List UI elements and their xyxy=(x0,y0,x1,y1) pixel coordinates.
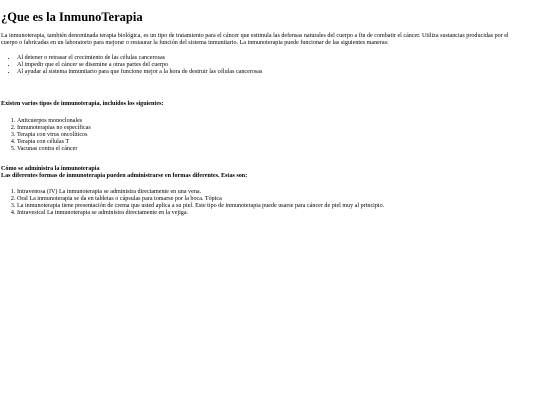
list-item: • Al ayudar al sistema inmunitario para que funcione mejor a la hora de destruir las células cancerosas xyxy=(17,69,262,76)
list-item: 3. Terapia con virus oncolíticos xyxy=(17,132,91,139)
admin-heading: Cómo se administra la inmunoterapia xyxy=(1,166,100,172)
intro-paragraph: La inmunoterapia, también denominada terapia biológica, es un tipo de tratamiento para el cáncer que estimula las defensas naturales del cuerpo a fin de combatir el cáncer. Utiliza sustancias producidas por el cuerpo o fabricadas en un laboratorio para mejorar o restaurar la función del sistema inmunitario. La inmunoterapia puede funcionar de las siguientes maneras: xyxy=(1,33,509,47)
list-item: 4. Intravesical La inmunoterapia se administra directamente en la vejiga. xyxy=(17,210,384,217)
types-list xyxy=(0,118,91,153)
page-title: ¿Que es la InmunoTerapia xyxy=(1,10,143,24)
list-item: 1. Anticuerpos monoclonales xyxy=(17,118,91,125)
list-item: 2. Oral La inmunoterapia se da en tabletas o cápsulas para tomarse por la boca. Tópica xyxy=(17,196,384,203)
list-item: • Al detener o retrasar el crecimiento de las células cancerosas xyxy=(17,55,262,62)
list-item: 1. Intravenosa (IV) La inmunoterapia se administra directamente en una vena. xyxy=(17,189,384,196)
list-item: 5. Vacunas contra el cáncer xyxy=(17,146,91,153)
admin-subheading: Las diferentes formas de inmunoterapia pueden administrarse en formas diferentes. Estas son: xyxy=(1,173,248,180)
types-heading: Existen varios tipos de inmunoterapia, incluidos los siguientes: xyxy=(1,101,164,107)
list-item: 4. Terapia con células T xyxy=(17,139,91,146)
routes-list xyxy=(0,189,384,217)
uses-list xyxy=(0,55,262,76)
list-item: 3. La inmunoterapia tiene presentación de crema que usted aplica a su piel. Este tipo de inmunoterapia puede usarse para cáncer de piel muy al principio. xyxy=(17,203,384,210)
list-item: 2. Inmunoterapias no específicas xyxy=(17,125,91,132)
admin-section xyxy=(1,166,247,180)
list-item: • Al impedir que el cáncer se disemine a otras partes del cuerpo xyxy=(17,62,262,69)
